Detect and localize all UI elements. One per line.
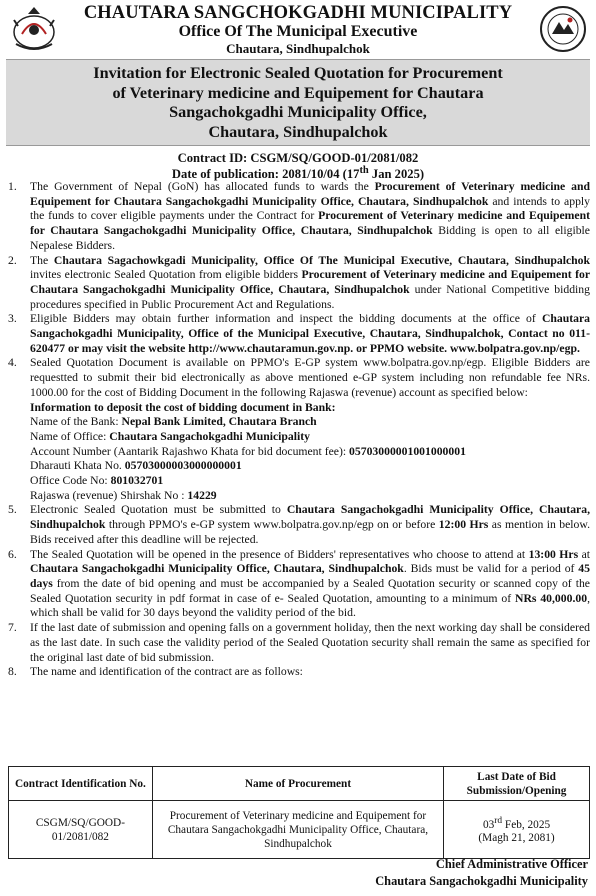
clause-bold-part: Procurement of Veterinary medicine and Equipement for Chautara Sangachokgadhi Municipality Office, Chautara, Sindhupalchok (30, 209, 590, 238)
clause-bold-part: Chautara Sangachokgadhi Municipality Office, Chautara, Sindhupalchok (30, 562, 404, 576)
clause-bold-part: Procurement of Veterinary medicine and Equipement for Chautara Sangachokgadhi Municipality Office, Chautara, Sindhupalchok (30, 268, 591, 296)
clause-6 (8, 548, 590, 622)
clause-3 (8, 312, 590, 356)
clause-bold-part: Chautara Sagachowkgadi Municipality, Office Of The Municipal Executive, Chautara, Sindhupalchok (53, 253, 591, 267)
clause-text: The name and identification of the contract are as follows: (30, 665, 303, 679)
banner-line-4: Chautara, Sindhupalchok (208, 122, 388, 141)
table-header-last-date: Last Date of Bid Submission/Opening (444, 767, 590, 801)
office-code-line (30, 474, 590, 489)
signatory-organization: Chautara Sangachokgadhi Municipality (375, 874, 588, 888)
dharauti-label: Dharauti Khata No. (30, 459, 125, 473)
publication-date-suffix: th (359, 165, 369, 176)
banner-line-3: Sangachokgadhi Municipality Office, (169, 103, 427, 121)
clause-text-part: and intends to apply the funds to cover eligible payments under the Contract for (30, 194, 590, 223)
last-date-suffix: rd (494, 815, 503, 826)
clause-bold-part: Procurement of Veterinary medicine and Equipement for Chautara Sangachokgadhi Municipality Office, Chautara, Sindhupalchok (30, 180, 590, 208)
clause-number: 2. (8, 253, 17, 267)
letterhead (0, 0, 596, 60)
clause-text (30, 312, 590, 356)
publication-date-text: Date of publication: 2081/10/04 (17 (171, 167, 360, 182)
clause-bold-part: Chautara Sangachokgadhi Municipality Office, Chautara, Sindhupalchok (30, 503, 591, 532)
office-code-value: 801032701 (110, 474, 164, 488)
clause-text-part: under National Competitive bidding procedures specified in Public Procurement Act and Regulations. (30, 282, 590, 311)
clause-text-part: through PPMO's e-GP system www.bolpatra.gov.np/egp on or before (105, 518, 439, 532)
clause-bold-part: 45 days (30, 562, 590, 590)
shirshak-label: Rajaswa (revenue) Shirshak No : (30, 488, 188, 502)
clause-bold-part: 13:00 Hrs (528, 547, 579, 561)
clause-number: 3. (8, 312, 17, 326)
clause-text-part: Sealed Quotation Document is available on PPMO's E-GP system www.bolpatra.gov.np/egp. Eligible Bidders are requestted to submit their bid electronically as above mentioned e-GP system including non refundable fee NRs. 1000.00 for the cost of Bidding Document in the following Rajaswa (revenue) account as specified below: (30, 356, 590, 399)
clause-bold-part: Chautara Sangachokgadhi Municipality, Office of the Municipal Executive, Chautara, Sindhupalchok, Contact no 011-620477 or may visit the website http://www.chautaramun.gov.np. or PPMO website. www.bolpatra.gov.np/egp. (30, 312, 590, 355)
office-name-value: Chautara Sangachokgadhi Municipality (109, 429, 310, 443)
clause-text: If the last date of submission and opening falls on a government holiday, then the next working day shall be considered as the last date. In such case the validity period of the Sealed Quotation security shall remain the same as specified for the original last date of bid submission. (30, 621, 590, 664)
clause-text-part: The Sealed Quotation will be opened in the presence of Bidders' representatives who choose to attend at (30, 547, 529, 561)
office-name-line (30, 430, 590, 445)
clause-number: 1. (8, 180, 17, 193)
municipality-seal-icon (537, 4, 589, 54)
clause-2 (8, 254, 590, 313)
clause-text-part: Bidding is open to all eligible Nepalese Bidders. (30, 224, 590, 252)
office-location: Chautara, Sindhupalchok (226, 41, 370, 56)
banner-line-2: of Veterinary medicine and Equipement for Chautara (112, 83, 484, 102)
nepal-government-emblem-icon (8, 4, 60, 54)
signatory-title: Chief Administrative Officer (435, 857, 588, 871)
bank-info-heading: Information to deposit the cost of bidding document in Bank: (30, 400, 336, 414)
publication-date-year: Jan 2025) (368, 167, 425, 182)
clause-number: 6. (8, 547, 17, 561)
last-date-nepali: (Magh 21, 2081) (478, 832, 555, 845)
office-name-label: Name of Office: (30, 429, 110, 443)
last-date-month-year: Feb, 2025 (502, 818, 551, 831)
clause-text-part: Electronic Sealed Quotation must be submitted to (30, 503, 287, 517)
banner-line-1: Invitation for Electronic Sealed Quotation for Procurement (93, 64, 503, 82)
clause-text-part: . Bids must be valid for a period of (403, 562, 579, 576)
clause-7 (8, 621, 590, 665)
municipality-name: CHAUTARA SANGCHOKGADHI MUNICIPALITY (83, 3, 513, 23)
clause-number: 7. (8, 621, 17, 635)
bank-name-label: Name of the Bank: (30, 415, 122, 429)
shirshak-value: 14229 (187, 488, 217, 502)
bank-name-value: Nepal Bank Limited, Chautara Branch (121, 415, 317, 429)
account-number-label: Account Number (Aantarik Rajashwo Khata for bid document fee): (30, 444, 350, 458)
clause-bold-part: NRs 40,000.00 (515, 591, 588, 605)
clause-text (30, 356, 590, 503)
contract-table (8, 766, 590, 859)
dharauti-value: 05703000003000000001 (124, 459, 242, 473)
clause-number: 5. (8, 503, 17, 517)
clause-text (30, 548, 590, 622)
shirshak-line (30, 489, 590, 504)
clause-text-part: invites electronic Sealed Quotation from eligible bidders (30, 268, 302, 282)
clause-text-part: The (30, 253, 54, 267)
clause-5 (8, 503, 590, 547)
clause-1 (8, 180, 590, 254)
account-number-line (30, 445, 590, 460)
clause-bold-part: 12:00 Hrs (438, 518, 489, 532)
last-date-day: 03 (482, 818, 495, 831)
table-cell-contract-id: CSGM/SQ/GOOD-01/2081/082 (9, 801, 153, 859)
clause-text-part: at (578, 547, 591, 561)
dharauti-line (30, 459, 590, 474)
bank-name-line (30, 415, 590, 430)
table-header-row (9, 767, 590, 801)
clause-4 (8, 356, 590, 503)
contract-id: Contract ID: CSGM/SQ/GOOD-01/2081/082 (177, 151, 419, 165)
clause-number: 4. (8, 356, 17, 370)
clause-text (30, 503, 590, 547)
table-header-contract-id: Contract Identification No. (9, 767, 153, 801)
clause-text-part: as mention in below. Bids received after this deadline will be rejected. (30, 518, 590, 546)
clause-text-part: , which shall be valid for 30 days beyond the validity period of the bid. (30, 591, 590, 620)
clause-text-part: from the date of bid opening and must be accompanied by a Sealed Quotation security or scanned copy of the Sealed Quotation security in pdf format in case of e- Sealed Quotation, amounting to a minimum of (30, 576, 590, 605)
clause-text-part: The Government of Nepal (GoN) has allocated funds to wards the (30, 180, 375, 193)
clause-number: 8. (8, 665, 17, 679)
table-header-procurement-name: Name of Procurement (152, 767, 443, 801)
office-name: Office Of The Municipal Executive (178, 23, 418, 40)
clause-text (30, 180, 590, 254)
office-code-label: Office Code No: (30, 474, 111, 488)
table-cell-last-date (444, 801, 590, 859)
notice-title-banner (6, 59, 590, 146)
table-row (9, 801, 590, 859)
table-cell-procurement-name: Procurement of Veterinary medicine and Equipement for Chautara Sangachokgadhi Municipality Office, Chautara, Sindhupalchok (152, 801, 443, 859)
notice-body (8, 180, 590, 680)
clause-text-part: Eligible Bidders may obtain further information and inspect the bidding documents at the office of (30, 312, 542, 326)
clause-8 (8, 665, 590, 680)
clause-text (30, 254, 590, 313)
account-number-value: 05703000001001000001 (349, 444, 466, 458)
